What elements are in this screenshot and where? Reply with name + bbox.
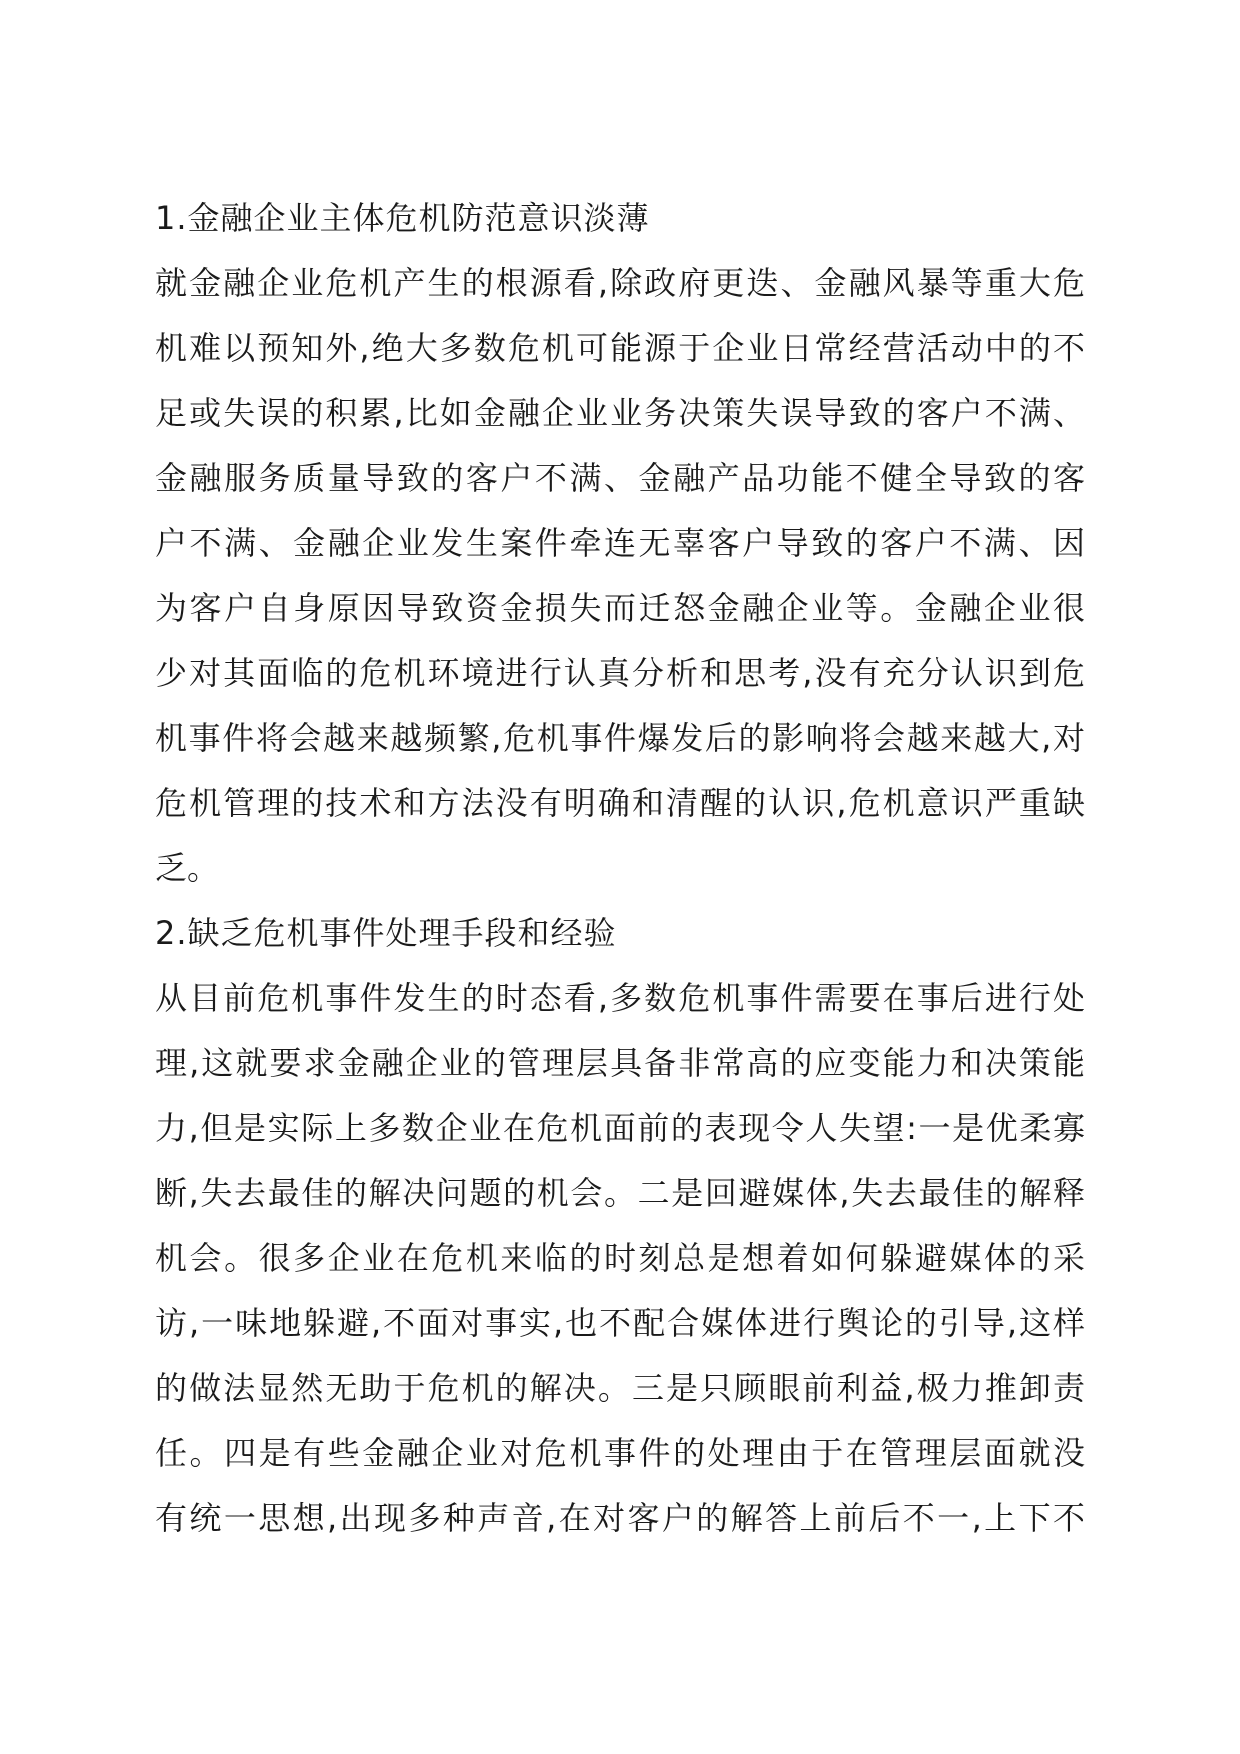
paragraph-line: 就金融企业危机产生的根源看,除政府更迭、金融风暴等重大危 (155, 264, 1085, 302)
section-heading-2: 2.缺乏危机事件处理手段和经验 (155, 914, 617, 952)
paragraph-line-end: 乏。 (155, 849, 220, 887)
section-heading-1: 1.金融企业主体危机防范意识淡薄 (155, 199, 650, 237)
paragraph-line: 少对其面临的危机环境进行认真分析和思考,没有充分认识到危 (155, 654, 1085, 692)
paragraph-line: 断,失去最佳的解决问题的机会。二是回避媒体,失去最佳的解释 (155, 1174, 1085, 1212)
paragraph-line: 的做法显然无助于危机的解决。三是只顾眼前利益,极力推卸责 (155, 1369, 1085, 1407)
paragraph-line: 访,一味地躲避,不面对事实,也不配合媒体进行舆论的引导,这样 (155, 1304, 1085, 1342)
paragraph-line: 机难以预知外,绝大多数危机可能源于企业日常经营活动中的不 (155, 329, 1085, 367)
paragraph-line: 任。四是有些金融企业对危机事件的处理由于在管理层面就没 (155, 1434, 1085, 1472)
paragraph-line: 力,但是实际上多数企业在危机面前的表现令人失望:一是优柔寡 (155, 1109, 1085, 1147)
paragraph-line: 为客户自身原因导致资金损失而迁怒金融企业等。金融企业很 (155, 589, 1085, 627)
document-body (155, 186, 1085, 1551)
paragraph-line: 户不满、金融企业发生案件牵连无辜客户导致的客户不满、因 (155, 524, 1085, 562)
paragraph-line: 金融服务质量导致的客户不满、金融产品功能不健全导致的客 (155, 459, 1085, 497)
paragraph-line: 有统一思想,出现多种声音,在对客户的解答上前后不一,上下不 (155, 1499, 1085, 1537)
paragraph-line: 从目前危机事件发生的时态看,多数危机事件需要在事后进行处 (155, 979, 1085, 1017)
paragraph-line: 机会。很多企业在危机来临的时刻总是想着如何躲避媒体的采 (155, 1239, 1085, 1277)
paragraph-line: 危机管理的技术和方法没有明确和清醒的认识,危机意识严重缺 (155, 784, 1085, 822)
paragraph-line: 机事件将会越来越频繁,危机事件爆发后的影响将会越来越大,对 (155, 719, 1085, 757)
paragraph-line: 理,这就要求金融企业的管理层具备非常高的应变能力和决策能 (155, 1044, 1085, 1082)
paragraph-line: 足或失误的积累,比如金融企业业务决策失误导致的客户不满、 (155, 394, 1085, 432)
